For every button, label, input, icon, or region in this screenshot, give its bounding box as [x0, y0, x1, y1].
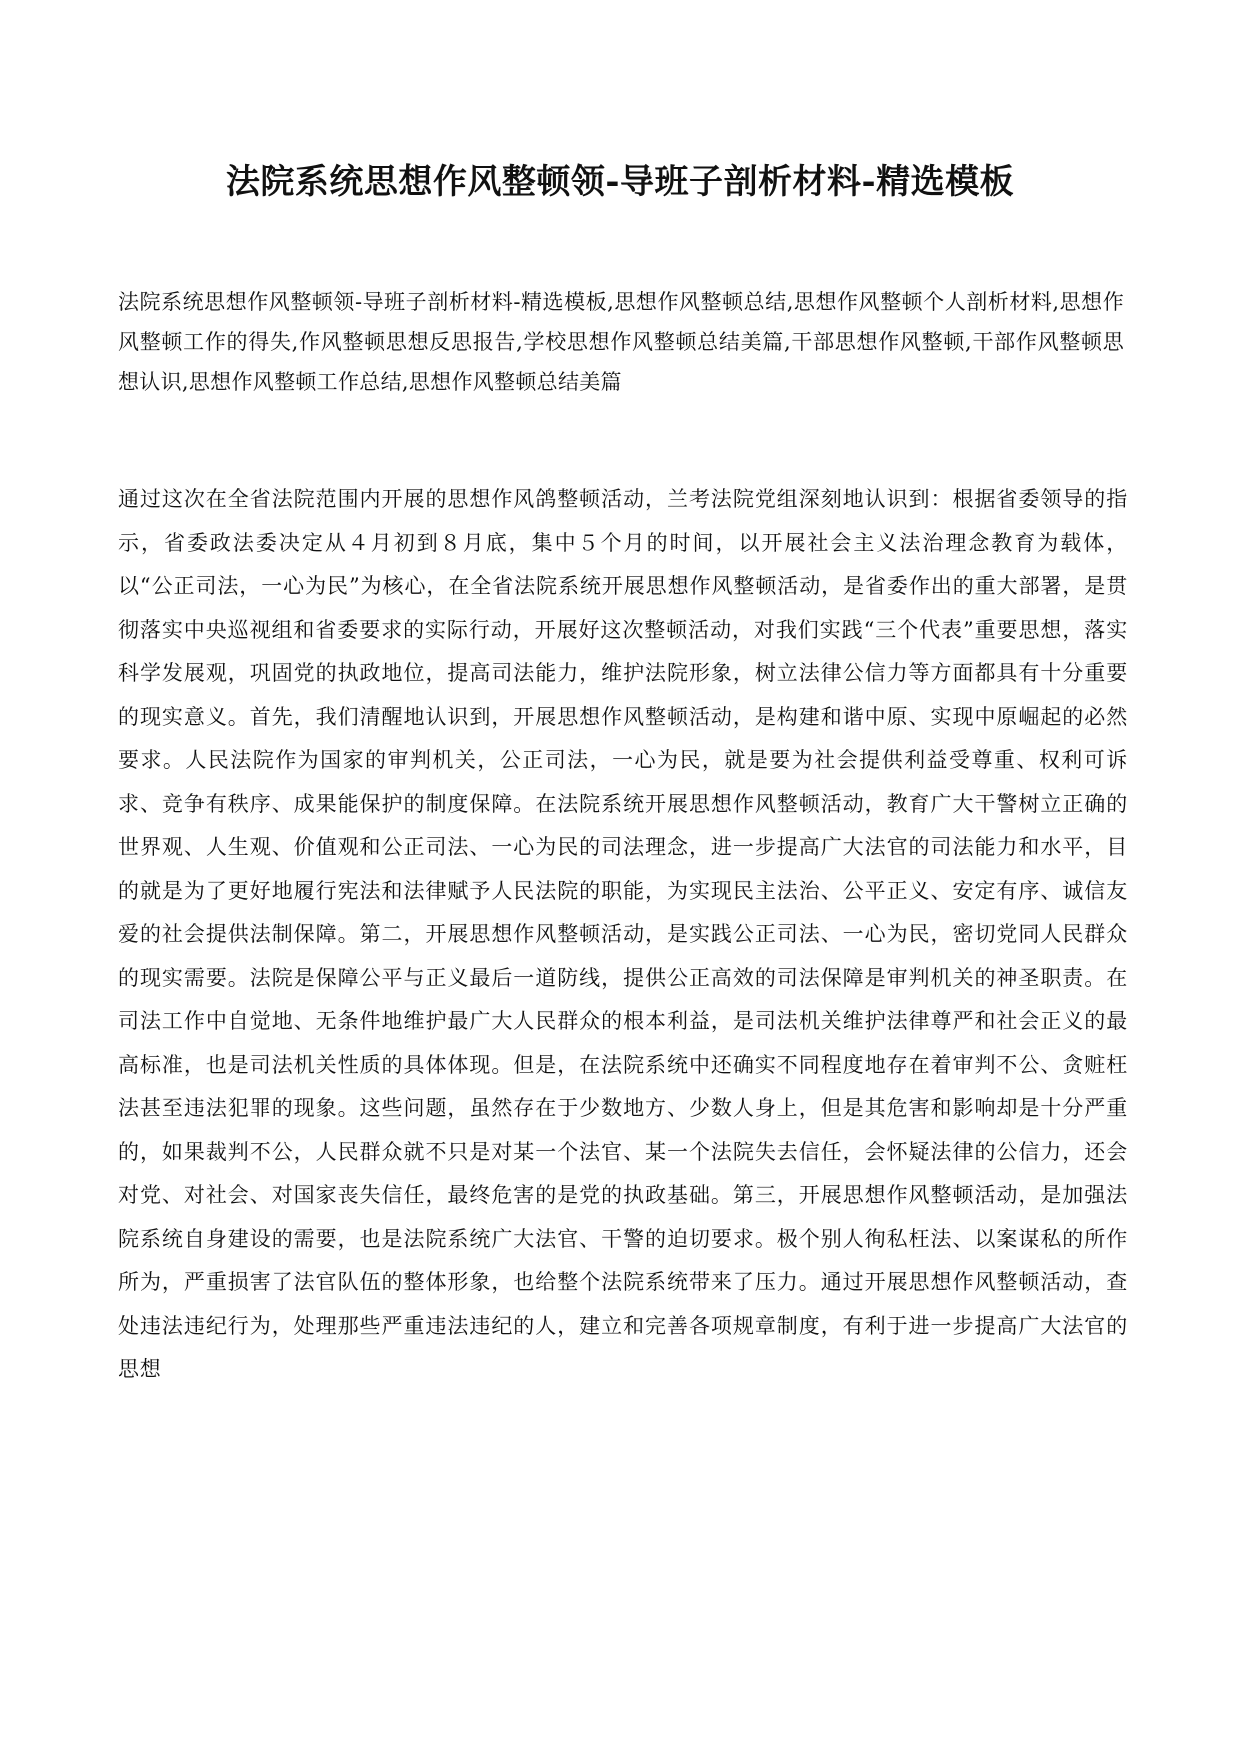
body-paragraph: 通过这次在全省法院范围内开展的思想作风鸽整顿活动，兰考法院党组深刻地认识到：根据省委领导的指示，省委政法委决定从４月初到８月底，集中５个月的时间，以开展社会主义法治理念教育为载体，以“公正司法，一心为民”为核心，在全省法院系统开展思想作风整顿活动，是省委作出的重大部署，是贯彻落实中央巡视组和省委要求的实际行动，开展好这次整顿活动，对我们实践“三个代表”重要思想，落实科学发展观，巩固党的执政地位，提高司法能力，维护法院形象，树立法律公信力等方面都具有十分重要的现实意义。首先，我们清醒地认识到，开展思想作风整顿活动，是构建和谐中原、实现中原崛起的必然要求。人民法院作为国家的审判机关，公正司法，一心为民，就是要为社会提供利益受尊重、权利可诉求、竞争有秩序、成果能保护的制度保障。在法院系统开展思想作风整顿活动，教育广大干警树立正确的世界观、人生观、价值观和公正司法、一心为民的司法理念，进一步提高广大法官的司法能力和水平，目的就是为了更好地履行宪法和法律赋予人民法院的职能，为实现民主法治、公平正义、安定有序、诚信友爱的社会提供法制保障。第二，开展思想作风整顿活动，是实践公正司法、一心为民，密切党同人民群众的现实需要。法院是保障公平与正义最后一道防线，提供公正高效的司法保障是审判机关的神圣职责。在司法工作中自觉地、无条件地维护最广大人民群众的根本利益，是司法机关维护法律尊严和社会正义的最高标准，也是司法机关性质的具体体现。但是，在法院系统中还确实不同程度地存在着审判不公、贪赃枉法甚至违法犯罪的现象。这些问题，虽然存在于少数地方、少数人身上，但是其危害和影响却是十分严重的，如果裁判不公，人民群众就不只是对某一个法官、某一个法院失去信任，会怀疑法律的公信力，还会对党、对社会、对国家丧失信任，最终危害的是党的执政基础。第三，开展思想作风整顿活动，是加强法院系统自身建设的需要，也是法院系统广大法官、干警的迫切要求。极个别人徇私枉法、以案谋私的所作所为，严重损害了法官队伍的整体形象，也给整个法院系统带来了压力。通过开展思想作风整顿活动，查处违法违纪行为，处理那些严重违法违纪的人，建立和完善各项规章制度，有利于进一步提高广大法官的思想	[118, 487, 1128, 1381]
keywords-paragraph: 法院系统思想作风整顿领-导班子剖析材料-精选模板,思想作风整顿总结,思想作风整顿个人剖析材料,思想作风整顿工作的得失,作风整顿思想反思报告,学校思想作风整顿总结美篇,干部思想作风整顿,干部作风整顿思想认识,思想作风整顿工作总结,思想作风整顿总结美篇	[118, 290, 1124, 394]
document-title: 法院系统思想作风整顿领-导班子剖析材料-精选模板	[225, 162, 1015, 202]
